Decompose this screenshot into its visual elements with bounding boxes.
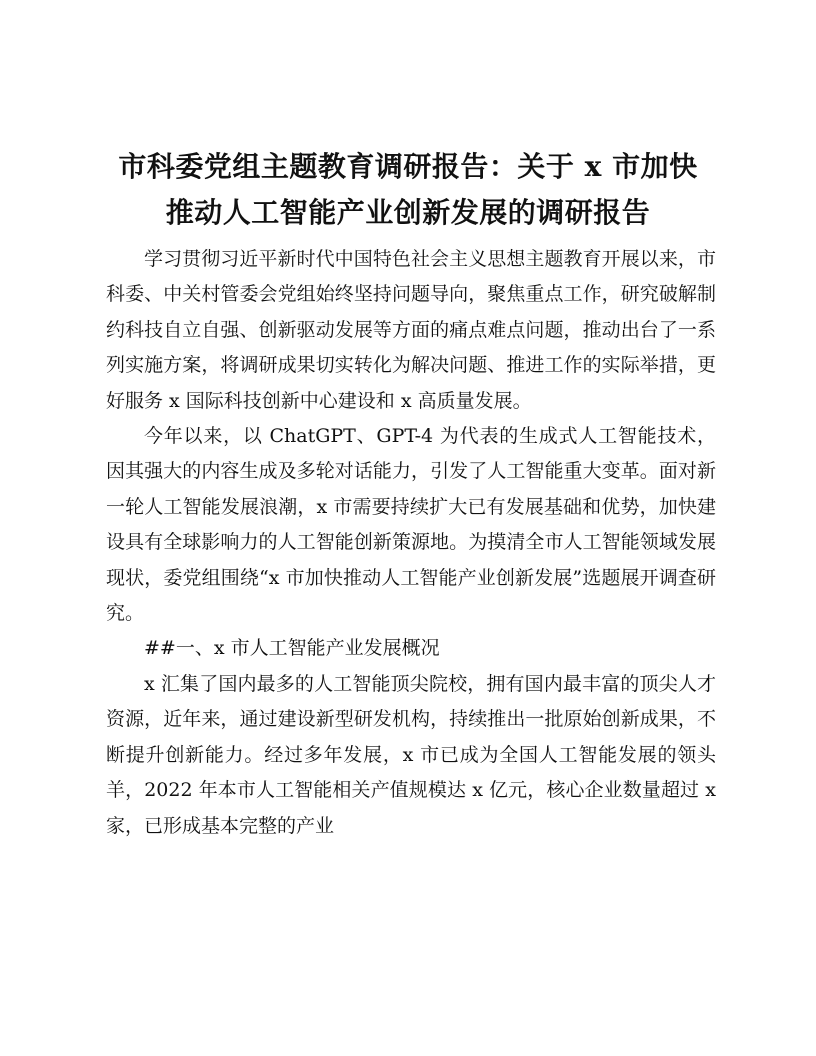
title-line-2: 推动人工智能产业创新发展的调研报告 — [165, 196, 651, 229]
document-title — [100, 144, 716, 236]
paragraph-overview: x 汇集了国内最多的人工智能顶尖院校，拥有国内最丰富的顶尖人才资源，近年来，通过建设新型研发机构，持续推出一批原始创新成果，不断提升创新能力。经过多年发展，x 市已成为全国人工智能发展的领头羊，2022 年本市人工智能相关产值规模达 x 亿元，核心企业数量超过 x 家，已形成基本完整的产业 — [106, 672, 716, 837]
paragraph-background: 今年以来，以 ChatGPT、GPT-4 为代表的生成式人工智能技术，因其强大的内容生成及多轮对话能力，引发了人工智能重大变革。面对新一轮人工智能发展浪潮，x 市需要持续扩大已有发展基础和优势，加快建设具有全球影响力的人工智能创新策源地。为摸清全市人工智能领域发展现状，委党组围绕“x 市加快推动人工智能产业创新发展”选题展开调查研究。 — [106, 425, 716, 625]
title-line-1: 市科委党组主题教育调研报告：关于 x 市加快 — [118, 150, 698, 183]
paragraph-intro: 学习贯彻习近平新时代中国特色社会主义思想主题教育开展以来，市科委、中关村管委会党组始终坚持问题导向，聚焦重点工作，研究破解制约科技自立自强、创新驱动发展等方面的痛点难点问题，推动出台了一系列实施方案，将调研成果切实转化为解决问题、推进工作的实际举措，更好服务 x 国际科技创新中心建设和 x 高质量发展。 — [106, 248, 716, 412]
section-heading: ##一、x 市人工智能产业发展概况 — [144, 637, 440, 660]
document-body — [106, 242, 716, 844]
